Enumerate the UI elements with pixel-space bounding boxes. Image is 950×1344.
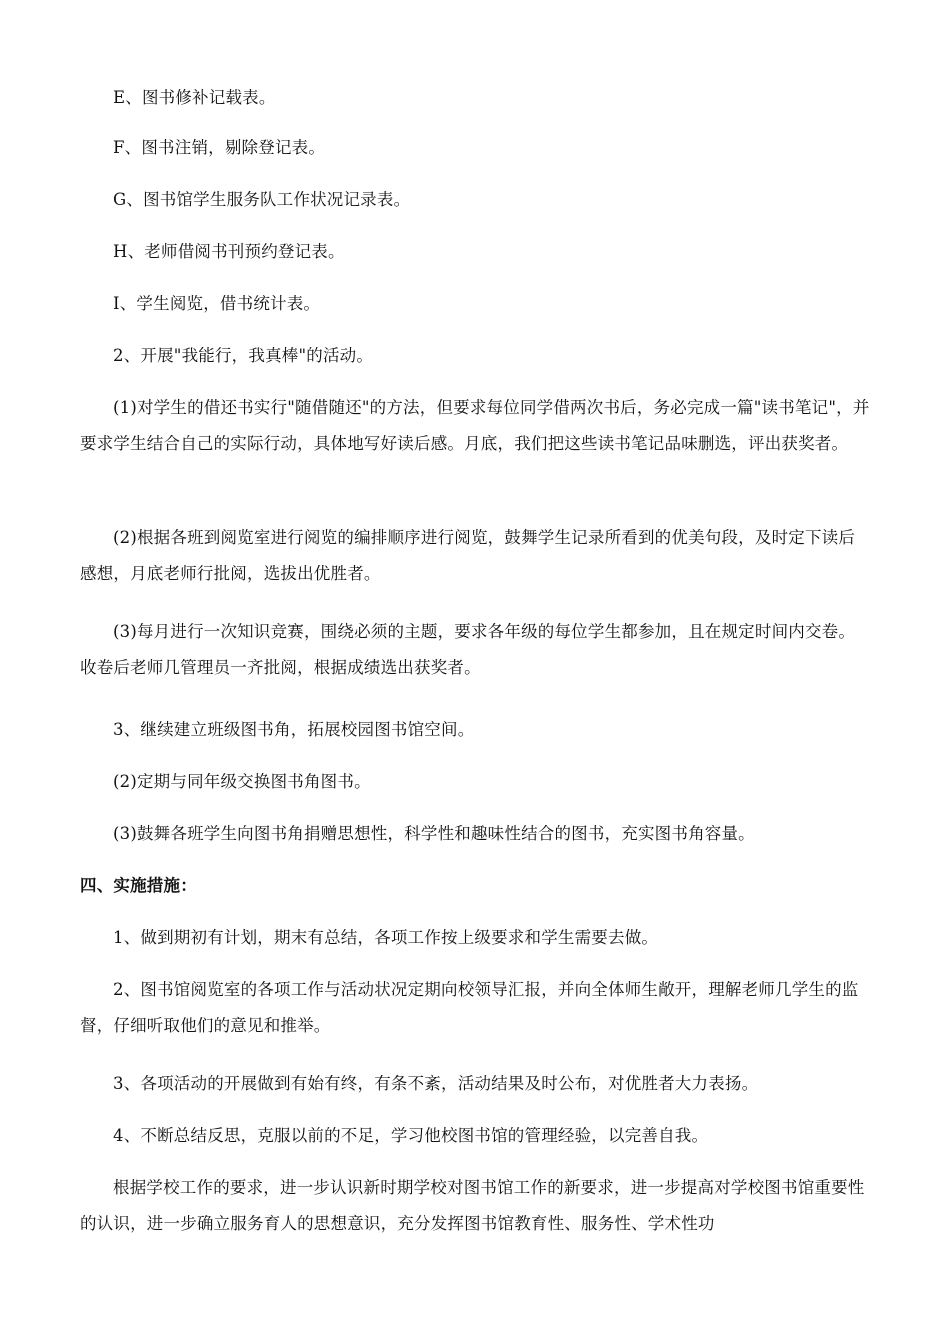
paragraph-activity-2-3: (3)每月进行一次知识竞赛，围绕必须的主题，要求各年级的每位学生都参加，且在规定时间内交卷。收卷后老师几管理员一齐批阅，根据成绩选出获奖者。	[80, 622, 856, 677]
measure-3: 3、各项活动的开展做到有始有终，有条不紊，活动结果及时公布，对优胜者大力表扬。	[113, 1074, 759, 1093]
paragraph-activity-2: 2、开展"我能行，我真棒"的活动。	[113, 346, 374, 365]
paragraph-activity-2-1: (1)对学生的借还书实行"随借随还"的方法，但要求每位同学借两次书后，务必完成一篇"读书笔记"，并要求学生结合自己的实际行动，具体地写好读后感。月底，我们把这些读书笔记品味删选，评出获奖者。	[80, 398, 870, 453]
measure-2: 2、图书馆阅览室的各项工作与活动状况定期向校领导汇报，并向全体师生敞开，理解老师几学生的监督，仔细听取他们的意见和推举。	[80, 980, 859, 1035]
paragraph-h: H、老师借阅书刊预约登记表。	[113, 242, 345, 261]
paragraph-i: I、学生阅览，借书统计表。	[113, 294, 321, 313]
paragraph-e: E、图书修补记载表。	[113, 88, 276, 107]
paragraph-f: F、图书注销，剔除登记表。	[113, 138, 326, 157]
section-heading: 四、实施措施：	[80, 876, 197, 895]
paragraph-activity-3: 3、继续建立班级图书角，拓展校园图书馆空间。	[113, 720, 475, 739]
paragraph-activity-2-2: (2)根据各班到阅览室进行阅览的编排顺序进行阅览，鼓舞学生记录所看到的优美句段，及时定下读后感想，月底老师行批阅，选拔出优胜者。	[80, 528, 856, 583]
measure-1: 1、做到期初有计划，期末有总结，各项工作按上级要求和学生需要去做。	[113, 928, 659, 947]
paragraph-activity-3-2: (2)定期与同年级交换图书角图书。	[113, 772, 371, 791]
paragraph-g: G、图书馆学生服务队工作状况记录表。	[113, 190, 411, 209]
measure-4: 4、不断总结反思，克服以前的不足，学习他校图书馆的管理经验，以完善自我。	[113, 1126, 709, 1145]
paragraph-activity-3-3: (3)鼓舞各班学生向图书角捐赠思想性，科学性和趣味性结合的图书，充实图书角容量。	[113, 824, 755, 843]
closing-paragraph: 根据学校工作的要求，进一步认识新时期学校对图书馆工作的新要求，进一步提高对学校图书馆重要性的认识，进一步确立服务育人的思想意识，充分发挥图书馆教育性、服务性、学术性功	[80, 1178, 865, 1233]
